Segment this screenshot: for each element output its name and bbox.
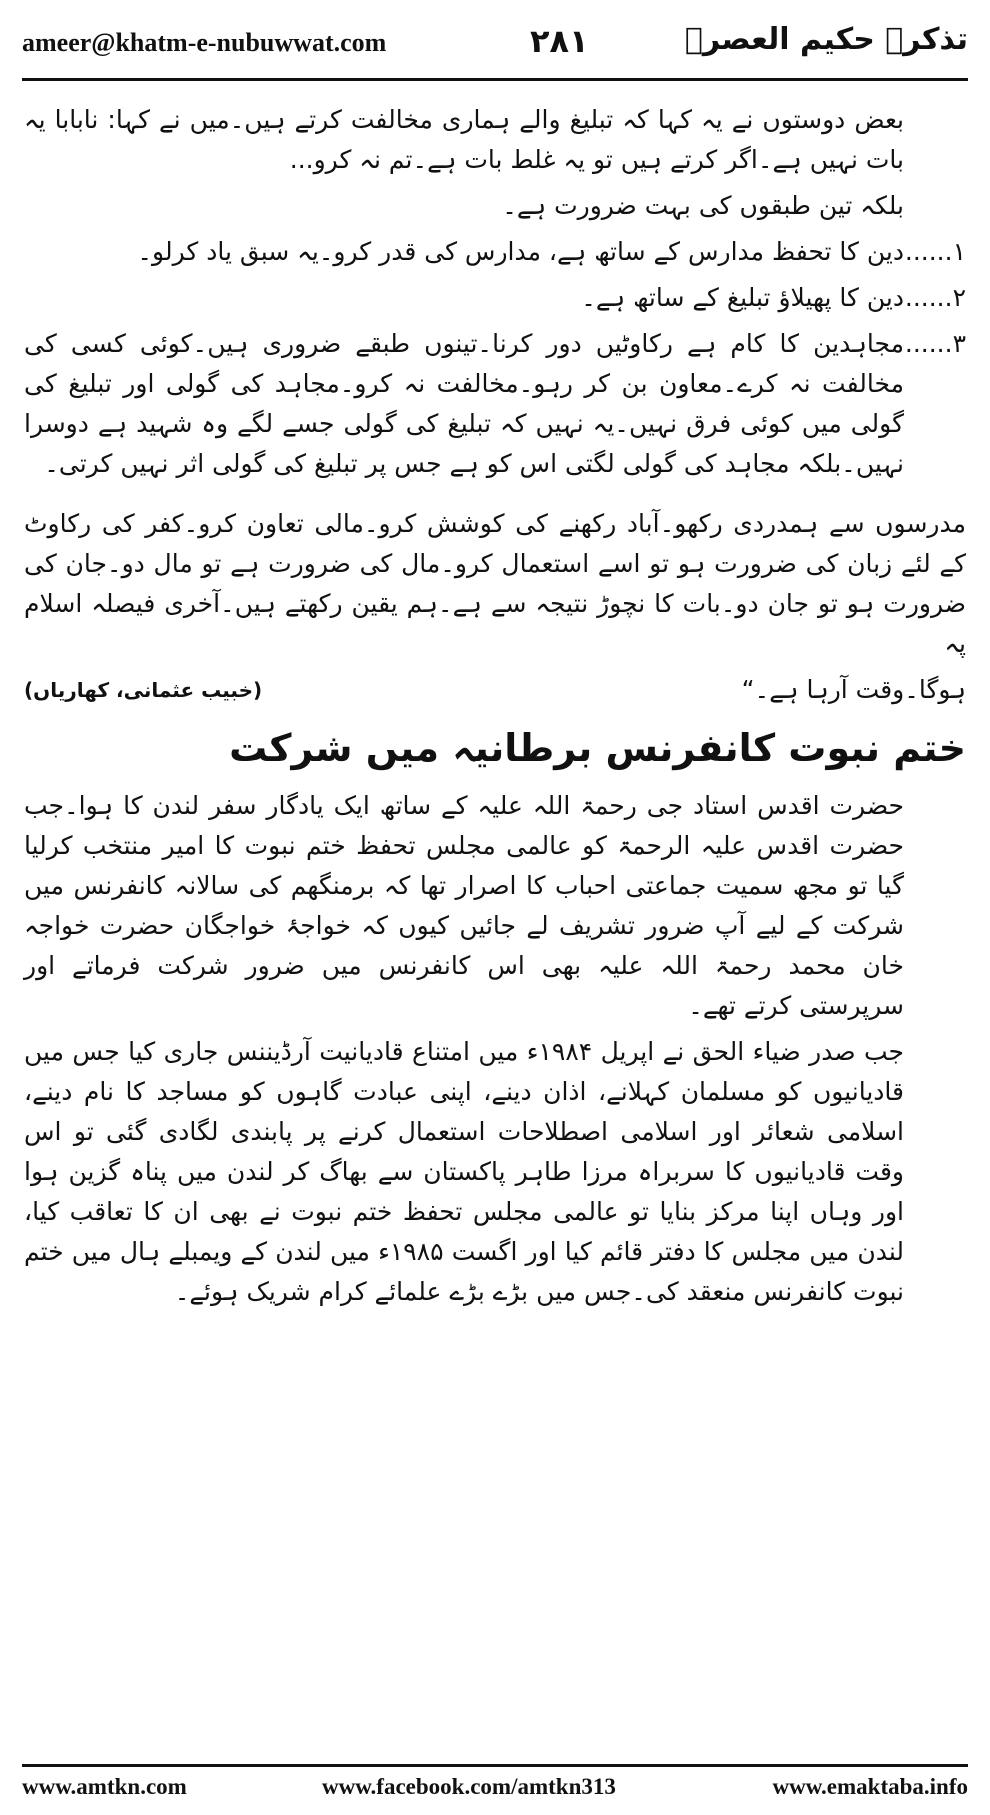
- footer-link-facebook[interactable]: www.facebook.com/amtkn313: [322, 1774, 616, 1799]
- footer-link-emaktaba[interactable]: www.emaktaba.info: [772, 1774, 968, 1799]
- section-heading: ختم نبوت کانفرنس برطانیہ میں شرکت: [229, 726, 966, 770]
- list-item-number: ۳......: [904, 329, 966, 358]
- list-item-text: مجاہدین کا کام ہے رکاوٹیں دور کرنا۔تینوں طبقے ضروری ہیں۔کوئی کسی کی مخالفت نہ کرے۔معاون بن کر رہو۔مخالفت نہ کرو۔مجاہد کی گولی اور تبلیغ کی گولی میں کوئی فرق نہیں۔یہ نہیں کہ تبلیغ کی گولی جسے لگے وہ شہید ہے دوسرا نہیں۔بلکہ مجاہد کی گولی لگتی اس کو ہے جس پر تبلیغ کی گولی اثر نہیں کرتی۔: [24, 329, 904, 478]
- spacer: [24, 490, 966, 504]
- footer-link-amtkn[interactable]: www.amtkn.com: [22, 1774, 187, 1799]
- page-body: [24, 100, 966, 1318]
- page-header: [22, 18, 968, 70]
- citation: (خبیب عثمانی، کھاریاں): [24, 678, 263, 702]
- list-item-number: ۱......: [904, 237, 966, 266]
- header-email: ameer@khatm-e-nubuwwat.com: [22, 28, 387, 57]
- footer-divider: [22, 1764, 968, 1767]
- page-footer: [22, 1774, 968, 1806]
- paragraph-3: مدرسوں سے ہمدردی رکھو۔آباد رکھنے کی کوشش کرو۔مالی تعاون کرو۔کفر کی رکاوٹ کے لئے زبان کی ضرورت ہو تو اسے استعمال کرو۔مال کی ضرورت ہے تو مال دو۔جان کی ضرورت ہو تو جان دو۔بات کا نچوڑ نتیجہ سے ہے۔ہم یقین رکھتے ہیں۔آخری فیصلہ اسلام پہ: [24, 509, 966, 658]
- list-item-3: [24, 324, 966, 484]
- header-divider: [22, 78, 968, 81]
- paragraph-2: بلکہ تین طبقوں کی بہت ضرورت ہے۔: [502, 191, 904, 220]
- list-item-2: [24, 278, 966, 318]
- page-number: ۲۸۱: [530, 22, 589, 60]
- list-item-number: ۲......: [904, 283, 966, 312]
- paragraph-4: حضرت اقدس استاد جی رحمۃ اللہ علیہ کے ساتھ ایک یادگار سفر لندن کا ہوا۔جب حضرت اقدس علیہ الرحمۃ کو عالمی مجلس تحفظ ختم نبوت کا امیر منتخب کرلیا گیا تو مجھ سمیت جماعتی احباب کا اصرار تھا کہ برمنگھم کی سالانہ کانفرنس میں شرکت کے لیے آپ ضرور تشریف لے جائیں کیوں کہ خواجۂ خواجگان حضرت خواجہ خان محمد رحمۃ اللہ علیہ بھی اس کانفرنس میں ضرور شرکت فرماتے اور سرپرستی کرتے تھے۔: [24, 791, 904, 1020]
- list-item-text: دین کا پھیلاؤ تبلیغ کے ساتھ ہے۔: [581, 283, 904, 312]
- list-item-1: [24, 232, 966, 272]
- book-title: تذکرہ حکیم العصرؒ: [684, 22, 968, 57]
- paragraph-3-last-line: ہوگا۔وقت آرہا ہے۔“: [741, 675, 966, 704]
- paragraph-3-end: [24, 670, 966, 710]
- list-item-text: دین کا تحفظ مدارس کے ساتھ ہے، مدارس کی قدر کرو۔یہ سبق یاد کرلو۔: [137, 237, 904, 266]
- paragraph-5: جب صدر ضیاء الحق نے اپریل ۱۹۸۴ء میں امتناع قادیانیت آرڈیننس جاری کیا جس میں قادیانیوں کو مسلمان کہلانے، اذان دینے، اپنی عبادت گاہوں کو مساجد کا نام دینے، اسلامی شعائر اور اسلامی اصطلاحات استعمال کرنے پر پابندی لگادی گئی تو اس وقت قادیانیوں کا سربراہ مرزا طاہر پاکستان سے بھاگ کر لندن میں پناہ گزین ہوا اور وہاں اپنا مرکز بنایا تو عالمی مجلس تحفظ ختم نبوت نے بھی ان کا تعاقب کیا، لندن میں مجلس کا دفتر قائم کیا اور اگست ۱۹۸۵ء میں لندن کے ویمبلے ہال میں ختم نبوت کانفرنس منعقد کی۔جس میں بڑے بڑے علمائے کرام شریک ہوئے۔: [24, 1037, 905, 1306]
- paragraph-1: بعض دوستوں نے یہ کہا کہ تبلیغ والے ہماری مخالفت کرتے ہیں۔میں نے کہا: نابابا یہ بات نہیں ہے۔اگر کرتے ہیں تو یہ غلط بات ہے۔تم نہ کرو...: [24, 105, 904, 174]
